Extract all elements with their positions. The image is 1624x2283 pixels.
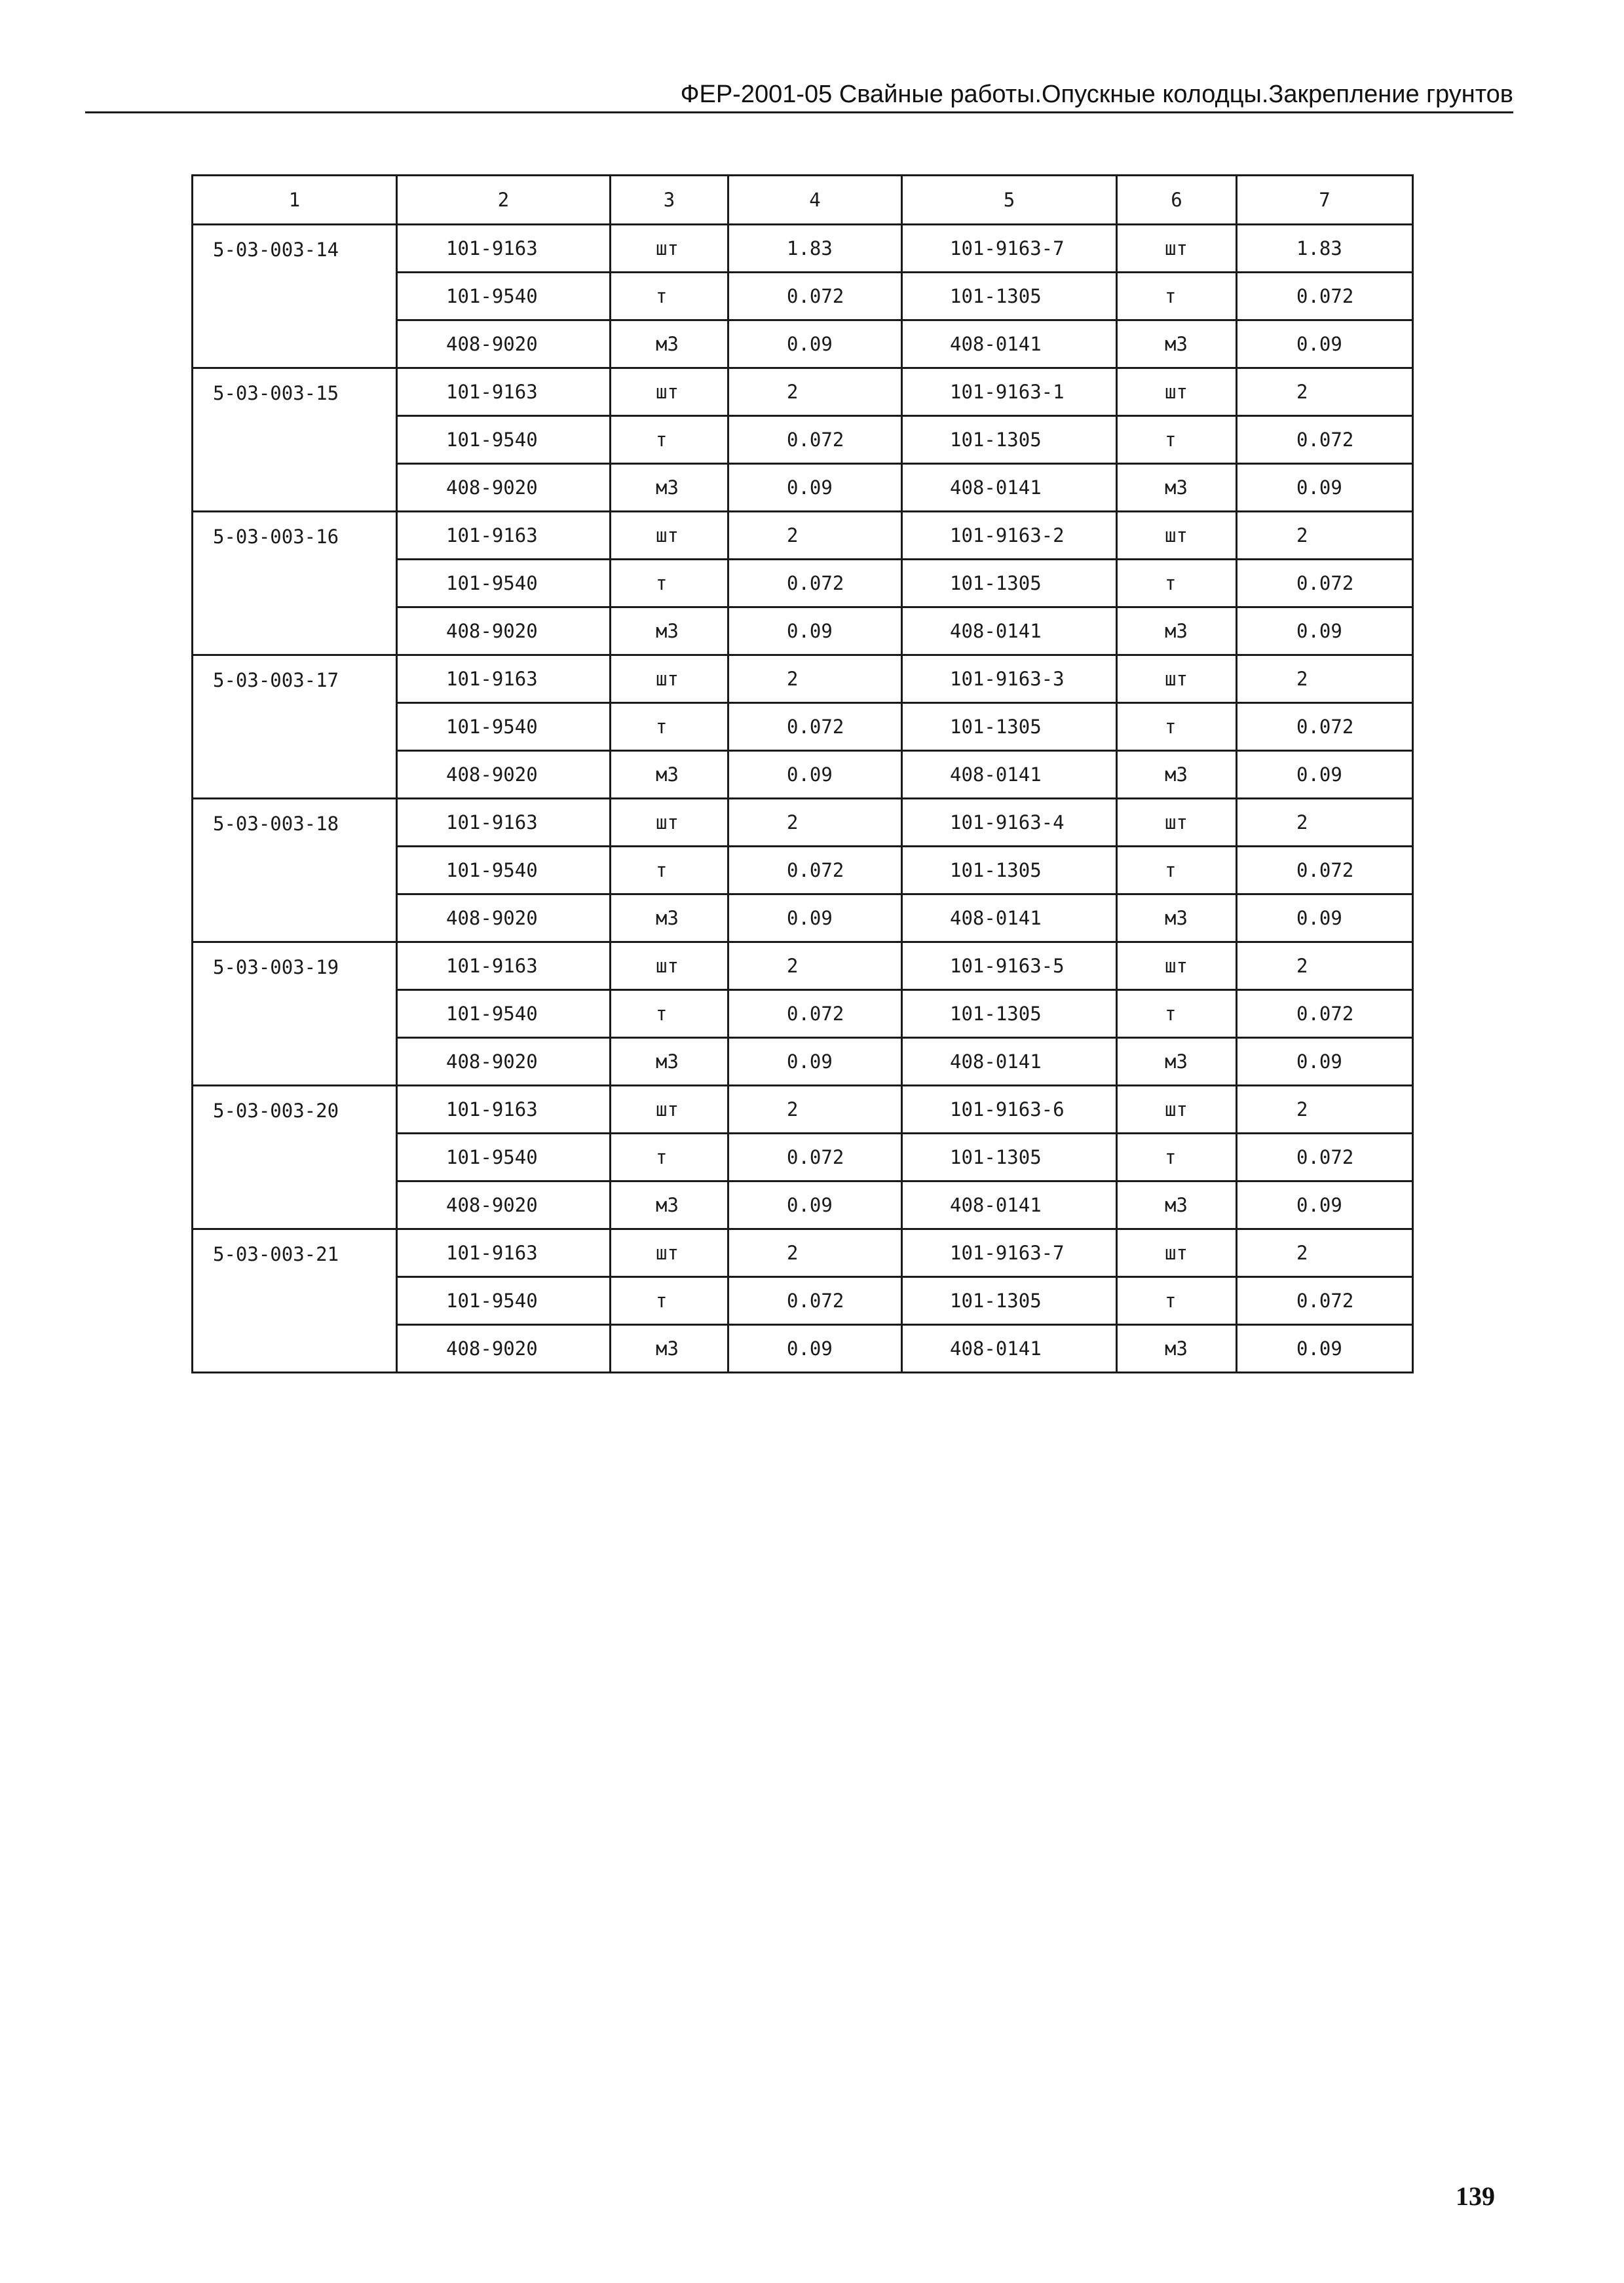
table-cell: т (1117, 560, 1237, 607)
table-cell: м3 (611, 894, 728, 942)
table-cell: т (1117, 703, 1237, 751)
table-cell: 1.83 (728, 225, 902, 273)
table-cell: 0.072 (1237, 847, 1413, 894)
table-cell: т (1117, 990, 1237, 1038)
table-cell: 408-9020 (397, 464, 611, 512)
table-cell: м3 (611, 1038, 728, 1086)
table-cell: м3 (1117, 1181, 1237, 1229)
table-cell: 0.09 (728, 320, 902, 368)
table-cell: м3 (611, 320, 728, 368)
table-cell: 101-9163-4 (902, 799, 1117, 847)
table-cell: 101-9540 (397, 560, 611, 607)
table-cell: м3 (611, 464, 728, 512)
table-cell: 0.072 (1237, 273, 1413, 320)
table-cell: 101-9163 (397, 512, 611, 560)
table-row (193, 799, 1413, 847)
table-cell: 408-9020 (397, 607, 611, 655)
table-cell: т (611, 416, 728, 464)
table-cell: 101-9540 (397, 990, 611, 1038)
table-cell: 0.09 (728, 607, 902, 655)
page-header-title: ФЕР-2001-05 Свайные работы.Опускные колодцы.Закрепление грунтов (680, 81, 1513, 108)
table-cell: 408-0141 (902, 320, 1117, 368)
table-cell: 2 (728, 512, 902, 560)
table-cell: 101-1305 (902, 416, 1117, 464)
table-cell: 0.072 (728, 703, 902, 751)
table-cell: 0.072 (728, 847, 902, 894)
table-cell: 0.09 (1237, 1181, 1413, 1229)
table-cell: 408-0141 (902, 1038, 1117, 1086)
table-cell: 2 (1237, 368, 1413, 416)
table-cell: 101-9540 (397, 273, 611, 320)
column-header: 5 (902, 176, 1117, 225)
rate-code-cell: 5-03-003-17 (193, 655, 397, 799)
table-cell: т (1117, 416, 1237, 464)
table-cell: м3 (1117, 1038, 1237, 1086)
table-cell: 0.072 (728, 416, 902, 464)
table-cell: 101-1305 (902, 273, 1117, 320)
table-cell: 408-0141 (902, 464, 1117, 512)
table-body (193, 225, 1413, 1373)
table-cell: 408-0141 (902, 751, 1117, 799)
table-row (193, 655, 1413, 703)
table-cell: 2 (1237, 1086, 1413, 1134)
table-cell: шт (1117, 225, 1237, 273)
table-cell: 101-1305 (902, 847, 1117, 894)
table-cell: 101-9163-7 (902, 1229, 1117, 1277)
rate-code-cell: 5-03-003-19 (193, 942, 397, 1086)
table-cell: 0.072 (728, 990, 902, 1038)
table-cell: 0.09 (1237, 464, 1413, 512)
table-cell: м3 (1117, 894, 1237, 942)
table-cell: шт (1117, 942, 1237, 990)
table-cell: т (611, 1134, 728, 1181)
table-cell: 0.09 (1237, 1038, 1413, 1086)
table-cell: 101-9163-3 (902, 655, 1117, 703)
table-cell: шт (1117, 799, 1237, 847)
table-cell: т (611, 703, 728, 751)
table-cell: 0.09 (728, 1325, 902, 1373)
table-cell: 101-9163-1 (902, 368, 1117, 416)
table-cell: 0.072 (1237, 416, 1413, 464)
table-cell: 2 (1237, 1229, 1413, 1277)
table-cell: 0.09 (1237, 1325, 1413, 1373)
table-cell: 408-9020 (397, 1038, 611, 1086)
table-cell: 1.83 (1237, 225, 1413, 273)
table-cell: 101-9540 (397, 847, 611, 894)
table-cell: т (1117, 273, 1237, 320)
column-header: 6 (1117, 176, 1237, 225)
table-cell: шт (1117, 368, 1237, 416)
table-cell: шт (611, 942, 728, 990)
table-cell: т (611, 560, 728, 607)
column-header: 7 (1237, 176, 1413, 225)
table-cell: 101-9163-2 (902, 512, 1117, 560)
table-cell: 2 (1237, 512, 1413, 560)
table-cell: 101-9540 (397, 703, 611, 751)
table-cell: т (1117, 1277, 1237, 1325)
table-cell: 2 (728, 1229, 902, 1277)
table-cell: шт (611, 655, 728, 703)
table-cell: шт (1117, 655, 1237, 703)
table-row (193, 512, 1413, 560)
table-cell: 0.09 (728, 1038, 902, 1086)
table-cell: 408-9020 (397, 894, 611, 942)
table-cell: 408-9020 (397, 1325, 611, 1373)
table-cell: 408-9020 (397, 1181, 611, 1229)
table-cell: 101-9163 (397, 1086, 611, 1134)
table-cell: 0.072 (728, 273, 902, 320)
table-cell: шт (611, 1086, 728, 1134)
table-cell: 101-9163 (397, 1229, 611, 1277)
table-row (193, 225, 1413, 273)
table-cell: м3 (1117, 1325, 1237, 1373)
column-header: 4 (728, 176, 902, 225)
table-cell: 2 (1237, 942, 1413, 990)
page-number: 139 (1456, 2181, 1495, 2211)
table-cell: м3 (1117, 607, 1237, 655)
table-cell: т (1117, 847, 1237, 894)
column-header: 2 (397, 176, 611, 225)
rate-code-cell: 5-03-003-21 (193, 1229, 397, 1373)
table-cell: 101-1305 (902, 703, 1117, 751)
table-cell: 101-9163-7 (902, 225, 1117, 273)
table-cell: 101-9163 (397, 942, 611, 990)
table-cell: м3 (611, 751, 728, 799)
table-cell: 2 (1237, 655, 1413, 703)
table-cell: 0.072 (1237, 703, 1413, 751)
table-cell: 101-1305 (902, 990, 1117, 1038)
table-cell: 2 (728, 655, 902, 703)
table-cell: 0.09 (1237, 751, 1413, 799)
table-cell: 0.09 (1237, 320, 1413, 368)
table-cell: 2 (728, 942, 902, 990)
rate-code-cell: 5-03-003-14 (193, 225, 397, 368)
table-cell: 408-9020 (397, 751, 611, 799)
table-cell: 101-9163-6 (902, 1086, 1117, 1134)
table-cell: 2 (728, 368, 902, 416)
resource-table (191, 174, 1414, 1373)
table-cell: 0.09 (1237, 607, 1413, 655)
column-header: 1 (193, 176, 397, 225)
table-cell: 408-0141 (902, 894, 1117, 942)
table-cell: 0.072 (1237, 1134, 1413, 1181)
table-cell: 0.072 (728, 1134, 902, 1181)
table-cell: 2 (728, 799, 902, 847)
table-cell: 408-0141 (902, 1181, 1117, 1229)
table-cell: шт (611, 1229, 728, 1277)
table-cell: 0.072 (1237, 1277, 1413, 1325)
table-cell: 0.09 (1237, 894, 1413, 942)
column-number-row (193, 176, 1413, 225)
table-cell: шт (611, 368, 728, 416)
rate-code-cell: 5-03-003-20 (193, 1086, 397, 1229)
rate-code-cell: 5-03-003-16 (193, 512, 397, 655)
table-cell: шт (611, 799, 728, 847)
rate-code-cell: 5-03-003-18 (193, 799, 397, 942)
table-cell: м3 (1117, 320, 1237, 368)
table-cell: шт (1117, 512, 1237, 560)
table-cell: 408-0141 (902, 1325, 1117, 1373)
table-row (193, 1086, 1413, 1134)
table-cell: 0.09 (728, 1181, 902, 1229)
table-cell: т (611, 990, 728, 1038)
table-cell: м3 (1117, 751, 1237, 799)
table-cell: т (611, 847, 728, 894)
table-cell: 101-9163 (397, 225, 611, 273)
table-cell: 0.09 (728, 894, 902, 942)
column-header: 3 (611, 176, 728, 225)
table-cell: 101-9163 (397, 655, 611, 703)
table-header (193, 176, 1413, 225)
table-cell: т (611, 273, 728, 320)
table-cell: т (1117, 1134, 1237, 1181)
table-cell: 2 (728, 1086, 902, 1134)
table-cell: 101-9163 (397, 799, 611, 847)
table-cell: шт (1117, 1229, 1237, 1277)
table-cell: м3 (611, 1181, 728, 1229)
table-cell: 101-9163-5 (902, 942, 1117, 990)
table-cell: 101-1305 (902, 560, 1117, 607)
table-cell: 101-9540 (397, 416, 611, 464)
table-row (193, 942, 1413, 990)
table-cell: м3 (611, 607, 728, 655)
table-cell: 101-1305 (902, 1134, 1117, 1181)
table-cell: 0.072 (728, 560, 902, 607)
table-cell: 408-0141 (902, 607, 1117, 655)
table-cell: 2 (1237, 799, 1413, 847)
table-cell: 101-9540 (397, 1134, 611, 1181)
table-cell: 0.072 (728, 1277, 902, 1325)
table-cell: т (611, 1277, 728, 1325)
table-cell: шт (611, 512, 728, 560)
table-row (193, 368, 1413, 416)
table-cell: 0.09 (728, 751, 902, 799)
table-cell: шт (611, 225, 728, 273)
table-cell: шт (1117, 1086, 1237, 1134)
page-header (85, 77, 1513, 113)
table-cell: 0.09 (728, 464, 902, 512)
table-cell: 101-1305 (902, 1277, 1117, 1325)
table-cell: 0.072 (1237, 990, 1413, 1038)
rate-code-cell: 5-03-003-15 (193, 368, 397, 512)
table-cell: 0.072 (1237, 560, 1413, 607)
table-row (193, 1229, 1413, 1277)
table-cell: м3 (1117, 464, 1237, 512)
table-cell: м3 (611, 1325, 728, 1373)
table-cell: 101-9163 (397, 368, 611, 416)
table-cell: 101-9540 (397, 1277, 611, 1325)
table-cell: 408-9020 (397, 320, 611, 368)
